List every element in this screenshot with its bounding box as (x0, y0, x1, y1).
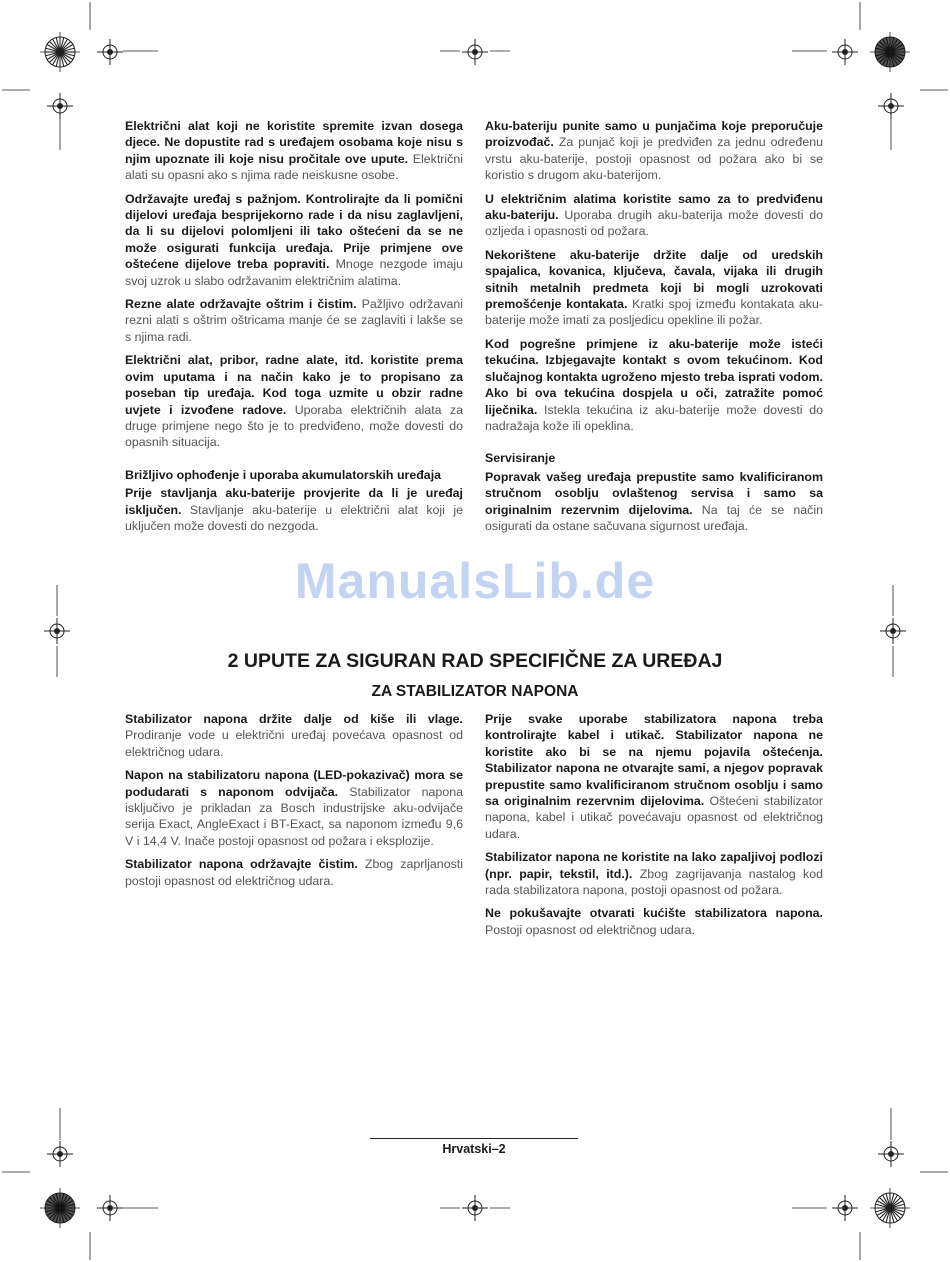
paragraph-body: Postoji opasnost od električnog udara. (485, 922, 696, 937)
subsection-heading: Servisiranje (485, 451, 556, 466)
paragraph-bold-lead: Prije svake uporabe stabilizatora napona treba kontrolirajte kabel i utikač. Stabilizator napona ne koristite ako bi se na njemu pojavila oštećenja. Stabilizator napona ne otvarajte sami, a njegov popravak prepustite samo kvalificiranom stručnom osoblju i samo sa originalnim rezervnim dijelovima. (485, 712, 823, 809)
paragraph-body: Mnoge nezgode imaju svoj uzrok u slabo održavanim električnim alatima. (125, 257, 463, 288)
paragraph-body: Uporaba električnih alata za druge primjene nego što je to predviđeno, može dovesti do opasnih situacija. (125, 402, 463, 450)
paragraph-body: Prodiranje vode u električni uređaj povećava opasnost od električnog udara. (125, 728, 463, 759)
paragraph-bold-lead: Stabilizator napona držite dalje od kiše ili vlage. (125, 712, 463, 726)
paragraph-body: Kratki spoj između kontakata aku-baterije može imati za posljedicu opekline ili požar. (485, 297, 823, 328)
paragraph-bold-lead: Stabilizator napona održavajte čistim. (125, 857, 358, 872)
paragraph-bold-lead: Ne pokušavajte otvarati kućište stabilizatora napona. (485, 906, 823, 921)
paragraph-bold-lead: Električni alat koji ne koristite spremite izvan dosega djece. Ne dopustite rad s uređajem osobama koje nisu s njim upoznate ili koje nisu pročitale ove upute. (125, 119, 463, 166)
paragraph-body: Uporaba drugih aku-baterija može dovesti do ozljeda i opasnosti od požara. (485, 208, 823, 239)
paragraph-bold-lead: Prije stavljanja aku-baterije provjerite da li je uređaj isključen. (125, 486, 463, 517)
paragraph-bold-lead: Električni alat, pribor, radne alate, itd. koristite prema ovim uputama i na način kako je to propisano za poseban tip uređaja. Kod toga uzmite u obzir radne uvjete i izvođene radove. (125, 353, 463, 417)
paragraph-body: Za punjač koji je predviđen za jednu određenu vrstu aku-baterije, postoji opasnost od požara ako bi se koristio s drugom aku-baterijom. (485, 135, 823, 183)
paragraph-body: Stavljanje aku-baterije u električni alat koji je uključen može dovesti do nezgoda. (125, 502, 463, 533)
paragraph-body: Stabilizator napona isključivo je prikladan za Bosch industrijske aku-odvijače serija Exact, AngleExact i BT-Exact, sa naponom između 9,6 V i 14,4 V. Inače postoji opasnost od požara i eksplozije. (125, 784, 463, 848)
paragraph-body: Istekla tekućina iz aku-baterije može dovesti do nadražaja kože ili opeklina. (485, 402, 823, 433)
section-heading: 2 UPUTE ZA SIGURAN RAD SPECIFIČNE ZA UREĐAJ (227, 650, 723, 672)
paragraph-body: Na taj će se način osigurati da ostane sačuvana sigurnost uređaja. (485, 502, 823, 533)
paragraph-bold-lead: Održavajte uređaj s pažnjom. Kontrolirajte da li pomični dijelovi uređaja besprijekorno rade i da nisu zaglavljeni, da li su dijelovi polomljeni ili tako oštećeni da se ne može osigurati funkcija uređaja. Prije primjene ove oštećene dijelove treba popraviti. (125, 191, 463, 272)
subsection-heading: Brižljivo ophođenje i uporaba akumulatorskih uređaja (125, 467, 442, 482)
paragraph-bold-lead: Stabilizator napona ne koristite na lako zapaljivoj podlozi (npr. papir, tekstil, itd.). (485, 850, 823, 881)
paragraph-bold-lead: U električnim alatima koristite samo za to predviđenu aku-bateriju. (485, 191, 823, 223)
paragraph-body: Pažljivo održavani rezni alati s oštrim oštricama manje će se zaglaviti i lakše se s njima radi. (125, 297, 463, 344)
watermark: ManualsLib.de (294, 553, 656, 609)
paragraph-bold-lead: Napon na stabilizatoru napona (LED-pokazivač) mora se podudarati s naponom odvijača. (125, 768, 463, 799)
section-subheading: ZA STABILIZATOR NAPONA (371, 683, 579, 700)
page-footer: Hrvatski–2 (442, 1142, 506, 1156)
paragraph-body: Zbog zaprljanosti postoji opasnost od električnog udara. (125, 857, 463, 888)
paragraph-bold-lead: Rezne alate održavajte oštrim i čistim. (125, 297, 357, 312)
paragraph-body: Oštećeni stabilizator napona, kabel i utikač povećavaju opasnost od električnog udara. (485, 794, 824, 841)
paragraph-bold-lead: Nekorištene aku-baterije držite dalje od uredskih spajalica, kovanica, ključeva, čavala, vijaka ili drugih sitnih metalnih predmeta koji bi mogli uzrokovati premošćenje kontakata. (485, 247, 823, 312)
paragraph-bold-lead: Aku-bateriju punite samo u punjačima koje preporučuje proizvođač. (485, 119, 823, 150)
paragraph-bold-lead: Popravak vašeg uređaja prepustite samo kvalificiranom stručnom osoblju ovlaštenog servisa i samo sa originalnim rezervnim dijelovima. (485, 469, 823, 517)
paragraph-bold-lead: Kod pogrešne primjene iz aku-baterije može isteći tekućina. Izbjegavajte kontakt s ovom tekućinom. Kod slučajnog kontakta ugroženo mjesto treba isprati vodom. Ako bi ova tekućina dospjela u oči, zatražite pomoć liječnika. (485, 336, 823, 417)
paragraph-body: Električni alati su opasni ako s njima rade neiskusne osobe. (125, 151, 463, 183)
paragraph-body: Zbog zagrijavanja nastalog kod rada stabilizatora napona, postoji opasnost od požara. (485, 866, 823, 898)
